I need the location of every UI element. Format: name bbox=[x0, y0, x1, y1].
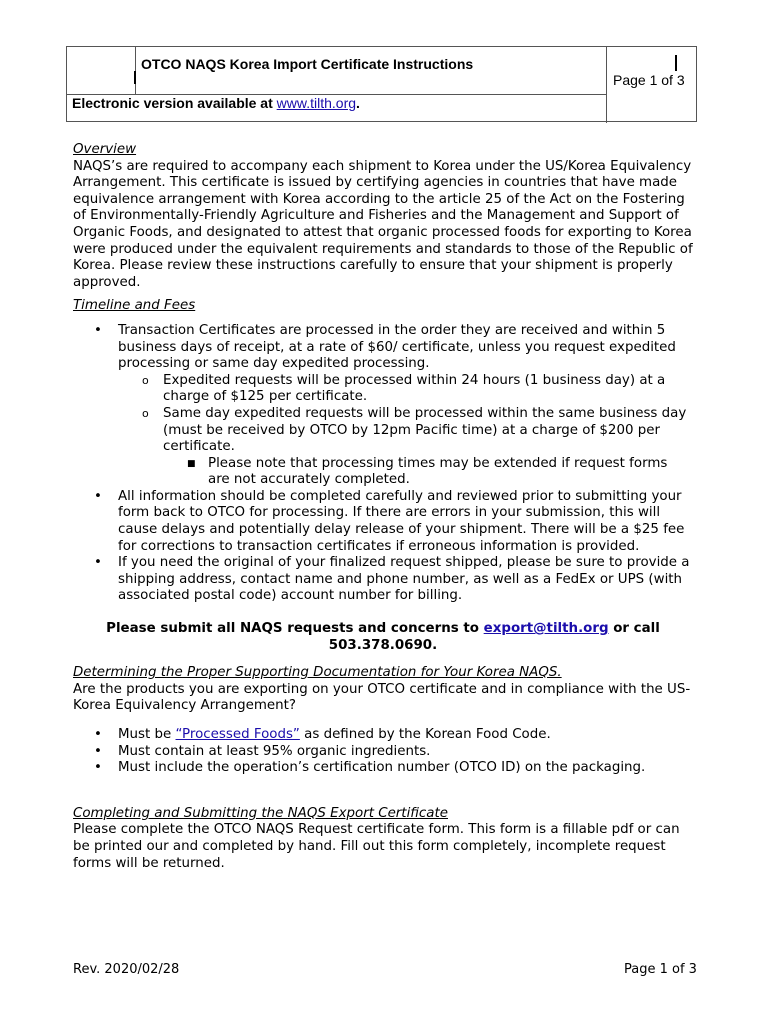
tilth-website-link[interactable]: www.tilth.org bbox=[276, 95, 357, 111]
bullet-icon: • bbox=[94, 743, 102, 759]
bullet-icon: • bbox=[94, 727, 102, 742]
list-item-text: as defined by the Korean Food Code. bbox=[299, 727, 551, 742]
documentation-heading: Determining the Proper Supporting Documentation for Your Korea NAQS. bbox=[73, 665, 562, 681]
list-item-text: Expedited requests will be processed within 24 hours (1 business day) at a charge of $125 per certificate. bbox=[163, 372, 666, 405]
bullet-icon: • bbox=[94, 322, 102, 338]
list-item bbox=[73, 323, 693, 373]
header-divider bbox=[606, 47, 607, 123]
circle-bullet-icon: o bbox=[142, 373, 149, 387]
list-item-text: Please note that processing times may be extended if request forms are not accurately completed. bbox=[208, 455, 668, 488]
list-item bbox=[73, 489, 693, 555]
header-mark bbox=[134, 71, 136, 84]
list-item bbox=[73, 555, 693, 605]
list-item bbox=[73, 406, 693, 456]
bullet-icon: • bbox=[94, 555, 102, 571]
electronic-version-note bbox=[72, 95, 360, 111]
list-item-text: Transaction Certificates are processed in the order they are received and within 5 business days of receipt, at a rate of $60/ certificate, unless you request expedited processing or same day expedited processing. bbox=[118, 322, 676, 372]
completing-heading: Completing and Submitting the NAQS Export Certificate bbox=[73, 805, 448, 821]
header-mark bbox=[675, 55, 677, 71]
list-item bbox=[73, 373, 693, 406]
submit-notice bbox=[73, 621, 693, 654]
overview-text: NAQS’s are required to accompany each shipment to Korea under the US/Korea Equivalency Arrangement. This certificate is issued by certifying agencies in countries that have made equivalence arrangement with Korea according to the article 25 of the Act on the Fostering of Environmentally-Friendly Agriculture and Fisheries and the Management and Support of Organic Foods, and designated to attest that organic processed foods for exporting to Korea were produced under the equivalent requirements and standards to those of the Republic of Korea. Please review these instructions carefully to ensure that your shipment is properly approved. bbox=[73, 158, 693, 290]
documentation-text: Are the products you are exporting on your OTCO certificate and in compliance with the US-Korea Equivalency Arrangement? bbox=[73, 681, 691, 714]
electronic-version-label: Electronic version available at bbox=[72, 95, 277, 111]
revision-date: Rev. 2020/02/28 bbox=[73, 962, 180, 977]
list-item bbox=[73, 727, 693, 744]
overview-heading: Overview bbox=[73, 142, 137, 157]
processed-foods-link[interactable]: “Processed Foods” bbox=[175, 727, 300, 742]
circle-bullet-icon: o bbox=[142, 406, 149, 420]
document-title: OTCO NAQS Korea Import Certificate Instructions bbox=[141, 56, 474, 72]
list-item-text: If you need the original of your finalized request shipped, please be sure to provide a shipping address, contact name and phone number, as well as a FedEx or UPS (with associated postal code) account number for billing. bbox=[118, 555, 690, 604]
electronic-version-suffix: . bbox=[356, 95, 360, 111]
timeline-list bbox=[73, 323, 693, 605]
list-item-text: Must include the operation’s certification number (OTCO ID) on the packaging. bbox=[118, 760, 646, 776]
bullet-icon: • bbox=[94, 488, 102, 504]
submit-notice-phone: or call 503.378.0690. bbox=[328, 621, 660, 653]
list-item-text: Same day expedited requests will be processed within the same business day (must be received by OTCO by 12pm Pacific time) at a charge of $200 per certificate. bbox=[163, 405, 687, 455]
list-item-text: Must be bbox=[118, 727, 176, 742]
document-body bbox=[73, 142, 693, 872]
completing-text: Please complete the OTCO NAQS Request certificate form. This form is a fillable pdf or can be printed our and completed by hand. Fill out this form completely, incomplete request forms will be returned. bbox=[73, 822, 680, 871]
list-item bbox=[73, 744, 693, 761]
list-item bbox=[73, 760, 693, 777]
list-item-text: Must contain at least 95% organic ingredients. bbox=[118, 743, 431, 759]
bullet-icon: • bbox=[94, 760, 102, 776]
list-item-text: All information should be completed carefully and reviewed prior to submitting your form back to OTCO for processing. If there are errors in your submission, this will cause delays and potentially delay release of your shipment. There will be a $25 fee for corrections to transaction certificates if erroneous information is provided. bbox=[118, 488, 685, 554]
square-bullet-icon: ■ bbox=[187, 458, 196, 469]
header-page-number: Page 1 of 3 bbox=[613, 72, 685, 88]
requirements-list bbox=[73, 727, 693, 777]
footer-page-number: Page 1 of 3 bbox=[624, 962, 697, 977]
timeline-heading: Timeline and Fees bbox=[73, 298, 196, 314]
export-email-link[interactable]: export@tilth.org bbox=[483, 621, 609, 637]
submit-notice-text: Please submit all NAQS requests and concerns to bbox=[106, 621, 484, 637]
header-box bbox=[66, 46, 697, 122]
list-item bbox=[73, 456, 693, 489]
